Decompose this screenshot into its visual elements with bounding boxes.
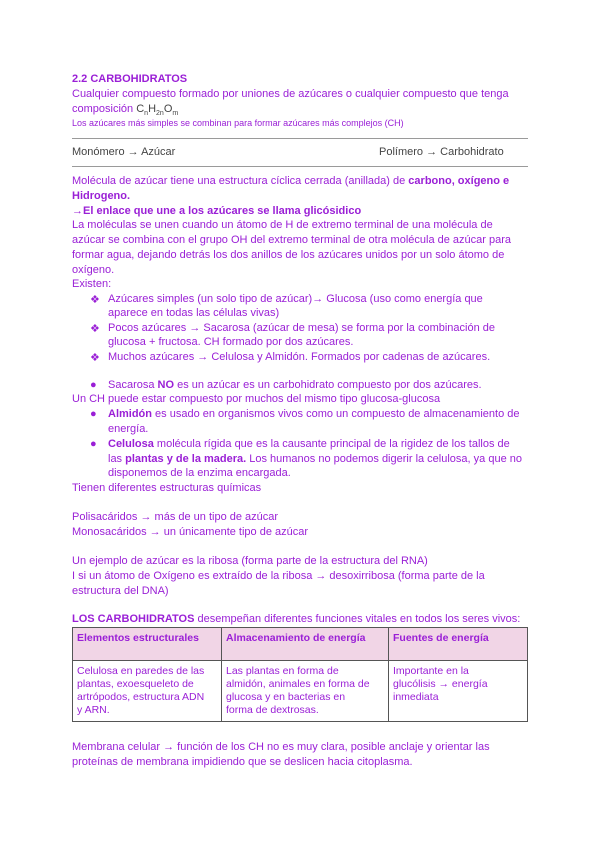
table-header: Almacenamiento de energía	[222, 628, 389, 661]
round-bullet-icon: ●	[90, 379, 97, 391]
sacarosa-c: es un azúcar es un carbohidrato compuesto por dos azúcares.	[174, 379, 482, 391]
cell-line: Importante en la	[393, 665, 469, 677]
round-bullet-icon: ●	[90, 438, 97, 450]
almidon-bold: Almidón	[108, 408, 152, 420]
funciones-rest: desempeñan diferentes funciones vitales en todos los seres vivos:	[194, 613, 521, 625]
almidon-rest: es usado en organismos vivos como un compuesto de almacenamiento de	[152, 408, 520, 420]
desc-line-4: oxígeno.	[72, 264, 115, 276]
poli-line: Polisacáridos → más de un tipo de azúcar	[72, 511, 279, 523]
composition-label: composición	[72, 103, 134, 115]
desc-line-2: azúcar se combina con el grupo OH del extremo terminal de otra molécula de azúcar para	[72, 234, 512, 246]
molecule-text: Molécula de azúcar tiene una estructura cíclica cerrada (anillada) de	[72, 175, 409, 187]
type-3-line-1: Muchos azúcares → Celulosa y Almidón. Formados por cadenas de azúcares.	[108, 351, 491, 363]
mono-line: Monosacáridos → un únicamente tipo de azúcar	[72, 526, 309, 538]
diamond-bullet-icon: ❖	[90, 294, 100, 306]
polymer-label: Polímero → Carbohidrato	[379, 146, 504, 158]
bond-line: →El enlace que une a los azúcares se llama glicósidico	[72, 205, 362, 217]
table-row	[73, 661, 528, 722]
section-title: 2.2 CARBOHIDRATOS	[72, 73, 188, 85]
table-header-row	[73, 628, 528, 661]
round-bullet-icon: ●	[90, 408, 97, 420]
almidon-line-2: energía.	[108, 423, 149, 435]
sacarosa-a: Sacarosa	[108, 379, 158, 391]
table-header: Elementos estructurales	[73, 628, 222, 661]
membrana-line-2: proteínas de membrana impidiendo que se deslicen hacia citoplasma.	[72, 756, 413, 768]
table-cell	[389, 661, 528, 722]
type-1-line-2: aparece en todas las células vivas)	[108, 307, 280, 319]
intro-line-1: Cualquier compuesto formado por uniones de azúcares o cualquier compuesto que tenga	[72, 88, 509, 100]
almidon-line-1	[108, 408, 520, 420]
table-header: Fuentes de energía	[389, 628, 528, 661]
desc-line-3: formar agua, dejando detrás los dos anillos de los azúcares unidos por un solo átomo de	[72, 249, 505, 261]
celulosa-l2c: Los humanos no podemos digerir la celulosa, ya que no	[246, 453, 522, 465]
estructuras-line: Tienen diferentes estructuras químicas	[72, 482, 262, 494]
cell-line: y ARN.	[77, 704, 110, 716]
type-2-line-1: Pocos azúcares → Sacarosa (azúcar de mesa) se forma por la combinación de	[108, 322, 496, 334]
divider-top	[72, 138, 528, 139]
funciones-line	[72, 613, 520, 625]
celulosa-line-1	[108, 438, 510, 450]
cell-line: glucólisis → energía	[393, 678, 488, 690]
ribosa-line-1: Un ejemplo de azúcar es la ribosa (forma parte de la estructura del RNA)	[72, 555, 428, 567]
celulosa-l2b: plantas y de la madera.	[125, 453, 247, 465]
monomer-label: Monómero → Azúcar	[72, 146, 176, 158]
cell-line: inmediata	[393, 691, 439, 703]
membrana-line-1: Membrana celular → función de los CH no es muy clara, posible anclaje y orientar las	[72, 741, 490, 753]
intro-line-2	[72, 103, 178, 117]
desc-line-1: La moléculas se unen cuando un átomo de H de extremo terminal de una molécula de	[72, 219, 493, 231]
cell-line: artrópodos, estructura ADN	[77, 691, 205, 703]
cell-line: Las plantas en forma de	[226, 665, 339, 677]
celulosa-rest: molécula rígida que es la causante principal de la rigidez de los tallos de	[153, 438, 510, 450]
molecule-bold: carbono, oxígeno e	[408, 175, 510, 187]
sacarosa-line	[108, 379, 482, 391]
cell-line: glucosa y en bacterias en	[226, 691, 346, 703]
sacarosa-no: NO	[157, 379, 175, 391]
diamond-bullet-icon: ❖	[90, 352, 100, 364]
functions-table	[72, 627, 528, 722]
celulosa-line-3: disponemos de la enzima encargada.	[108, 467, 291, 479]
ch-line: Un CH puede estar compuesto por muchos del mismo tipo glucosa-glucosa	[72, 393, 441, 405]
table-cell	[222, 661, 389, 722]
table-cell	[73, 661, 222, 722]
cell-line: almidón, animales en forma de	[226, 678, 370, 690]
cell-line: plantas, exoesqueleto de	[77, 678, 194, 690]
cell-line: forma de dextrosas.	[226, 704, 319, 716]
divider-bottom	[72, 166, 528, 167]
cell-line: Celulosa en paredes de las	[77, 665, 205, 677]
celulosa-l2a: las	[108, 453, 126, 465]
celulosa-bold: Celulosa	[108, 438, 154, 450]
funciones-bold: LOS CARBOHIDRATOS	[72, 613, 195, 625]
type-2-line-2: glucosa + fructosa. CH formado por dos azúcares.	[108, 336, 354, 348]
molecule-line-1	[72, 175, 509, 187]
ribosa-line-3: estructura del DNA)	[72, 585, 169, 597]
type-1-line-1: Azúcares simples (un solo tipo de azúcar)→ Glucosa (uso como energía que	[108, 293, 483, 305]
celulosa-line-2	[108, 453, 522, 465]
existen-label: Existen:	[72, 278, 112, 290]
molecule-line-2: Hidrogeno.	[72, 190, 131, 202]
ribosa-line-2: I si un átomo de Oxígeno es extraído de la ribosa → desoxirribosa (forma parte de la	[72, 570, 485, 582]
formula: $C_nH_{2n}O_m$	[136, 103, 179, 118]
diamond-bullet-icon: ❖	[90, 323, 100, 335]
intro-note: Los azúcares más simples se combinan para formar azúcares más complejos (CH)	[72, 118, 404, 128]
